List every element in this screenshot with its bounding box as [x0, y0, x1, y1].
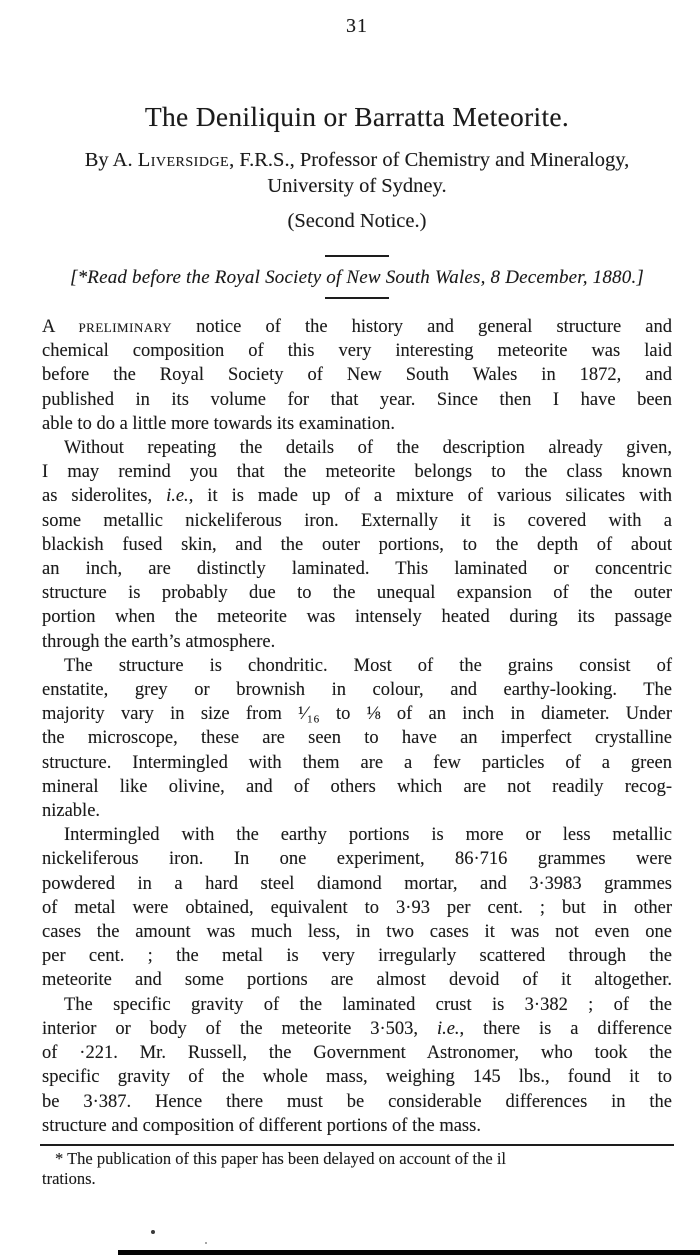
text-segment: nickeliferous iron. In one experiment, 86·716 grammes were — [42, 849, 672, 870]
article-title: The Deniliquin or Barratta Meteorite. — [144, 101, 570, 132]
text-segment: structure is probably due to the unequal expansion of the outer — [42, 583, 672, 604]
text-segment: , there is a difference — [459, 1018, 672, 1039]
scan-speck — [205, 1242, 207, 1244]
text-line — [42, 799, 672, 823]
paragraph-4 — [42, 823, 672, 992]
text-line — [42, 678, 672, 702]
text-segment: the microscope, these are seen to have an imperfect crystalline — [42, 728, 672, 749]
text-line — [42, 1017, 672, 1041]
text-segment: an inch, are distinctly laminated. This laminated or concentric — [42, 559, 672, 580]
text-segment: before the Royal Society of New South Wales in 1872, and — [42, 365, 672, 386]
text-segment: cases the amount was much less, in two cases it was not even one — [42, 922, 672, 943]
text-segment: meteorite and some portions are almost devoid of it altogether. — [42, 970, 672, 991]
footnote — [42, 1149, 672, 1190]
text-segment: as siderolites, — [42, 486, 167, 507]
text-line — [42, 847, 672, 871]
footnote-rule — [40, 1144, 674, 1146]
scan-speck — [151, 1230, 155, 1234]
text-line — [42, 944, 672, 968]
footnote-line: trations. — [42, 1169, 96, 1189]
text-line — [42, 968, 672, 992]
divider-rule-top — [325, 255, 389, 257]
text-line — [42, 823, 672, 847]
text-line — [42, 339, 672, 363]
text-segment: able to do a little more towards its examination. — [42, 413, 395, 434]
text-line — [42, 920, 672, 944]
text-line — [42, 557, 672, 581]
paragraph-2 — [42, 436, 672, 654]
text-line — [42, 509, 672, 533]
text-segment: , F.R.S., Professor of Chemistry and Mineralogy, — [229, 149, 630, 171]
text-segment: through the earth’s atmosphere. — [42, 631, 276, 652]
text-segment: per cent. ; the metal is very irregularly scattered through the — [42, 946, 672, 967]
text-segment: interior or body of the meteorite 3·503, — [42, 1018, 437, 1039]
text-segment: The structure is chondritic. Most of the grains consist of — [64, 655, 672, 676]
text-line — [42, 654, 672, 678]
text-line — [42, 460, 672, 484]
text-line — [42, 315, 672, 339]
text-line — [42, 993, 672, 1017]
text-segment: Intermingled with the earthy portions is more or less metallic — [64, 825, 672, 846]
text-segment: I may remind you that the meteorite belongs to the class known — [42, 462, 672, 483]
text-segment: i.e. — [436, 1018, 460, 1039]
text-line — [42, 630, 672, 654]
paragraph-1 — [42, 315, 672, 436]
text-line — [42, 436, 672, 460]
text-segment: enstatite, grey or brownish in colour, and earthy-looking. The — [42, 680, 672, 701]
text-segment: published in its volume for that year. Since then I have been — [42, 389, 672, 410]
text-line — [42, 702, 672, 726]
text-line — [42, 1090, 672, 1114]
text-line — [42, 581, 672, 605]
text-line — [42, 388, 672, 412]
text-segment: specific gravity of the whole mass, weighing 145 lbs., found it to — [42, 1067, 672, 1088]
text-line — [42, 872, 672, 896]
body-text — [42, 315, 672, 1138]
text-segment: preliminary — [78, 317, 173, 337]
text-line — [42, 751, 672, 775]
byline-line1 — [42, 147, 672, 173]
paragraph-5 — [42, 993, 672, 1138]
text-segment: some metallic nickeliferous iron. Externally it is covered with a — [42, 510, 672, 531]
text-segment: portion when the meteorite was intensely heated during its passage — [42, 607, 672, 628]
text-segment: be 3·387. Hence there must be considerable differences in the — [42, 1091, 672, 1112]
byline-line2: University of Sydney. — [267, 175, 447, 197]
paragraph-3 — [42, 654, 672, 823]
text-segment: The specific gravity of the laminated crust is 3·382 ; of the — [64, 994, 672, 1015]
text-segment: structure. Intermingled with them are a few particles of a green — [42, 752, 672, 773]
text-line — [42, 533, 672, 557]
text-segment: A — [42, 317, 79, 337]
text-segment: majority vary in size from ¹⁄₁₆ to ⅛ of an inch in diameter. Under — [42, 704, 672, 725]
text-line — [42, 1114, 672, 1138]
text-line — [42, 605, 672, 629]
divider-rule-bottom — [325, 297, 389, 299]
read-before-citation: [*Read before the Royal Society of New South Wales, 8 December, 1880.] — [69, 267, 645, 288]
footnote-line: * The publication of this paper has been delayed on account of the il — [55, 1148, 507, 1168]
text-line — [42, 363, 672, 387]
text-segment: Liversidge — [137, 149, 230, 171]
text-segment: mineral like olivine, and of others which are not readily recog- — [42, 776, 672, 797]
scan-artifact-bar — [118, 1250, 700, 1255]
text-segment: of metal were obtained, equivalent to 3·93 per cent. ; but in other — [42, 897, 672, 918]
text-segment: , it is made up of a mixture of various silicates with — [188, 486, 672, 507]
text-segment: blackish fused skin, and the outer portions, to the depth of about — [42, 534, 672, 555]
text-line — [42, 412, 672, 436]
text-line — [42, 1065, 672, 1089]
text-segment: Without repeating the details of the description already given, — [64, 438, 672, 459]
text-line — [42, 726, 672, 750]
text-line — [42, 1041, 672, 1065]
text-segment: powdered in a hard steel diamond mortar, and 3·3983 grammes — [42, 873, 672, 894]
text-segment: notice of the history and general structure and — [172, 317, 672, 337]
text-line — [42, 775, 672, 799]
text-line — [42, 484, 672, 508]
byline — [42, 147, 672, 199]
text-segment: structure and composition of different portions of the mass. — [42, 1115, 481, 1136]
text-segment: of ·221. Mr. Russell, the Government Astronomer, who took the — [42, 1043, 672, 1064]
text-segment: nizable. — [42, 801, 101, 822]
second-notice: (Second Notice.) — [287, 210, 427, 232]
text-segment: By A. — [84, 149, 138, 171]
text-segment: i.e. — [166, 486, 189, 507]
text-line — [42, 896, 672, 920]
page-number: 31 — [346, 15, 368, 37]
text-segment: chemical composition of this very interesting meteorite was laid — [42, 341, 672, 362]
